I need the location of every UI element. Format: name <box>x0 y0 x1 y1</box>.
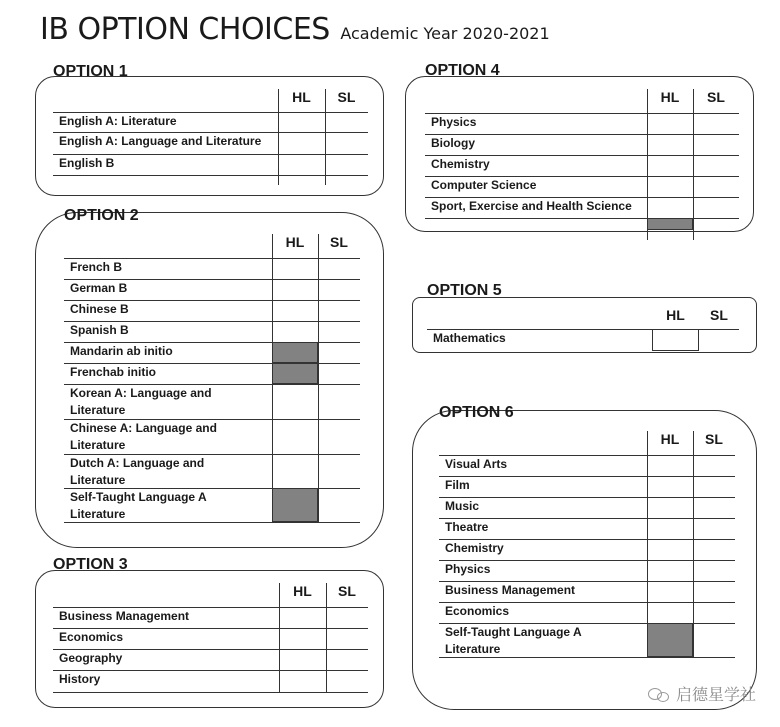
sl-column-header: SL <box>330 234 348 250</box>
hl-checkbox-cell[interactable] <box>278 154 325 175</box>
sl-checkbox-cell[interactable] <box>326 628 368 649</box>
sl-checkbox-cell[interactable] <box>325 154 368 175</box>
subject-label-line: Computer Science <box>431 178 537 192</box>
sl-checkbox-cell[interactable] <box>693 155 739 176</box>
sl-checkbox-cell[interactable] <box>325 132 368 154</box>
row-divider <box>53 175 368 176</box>
column-divider <box>279 583 280 692</box>
subject-label-line: Frenchab initio <box>70 365 157 379</box>
sl-checkbox-cell[interactable] <box>693 197 739 218</box>
subject-label <box>64 420 272 454</box>
subject-label <box>53 133 278 154</box>
subject-label <box>425 135 647 155</box>
hl-unavailable-cell <box>647 623 693 657</box>
subject-label-line: Self-Taught Language A <box>445 625 582 639</box>
subject-label-line: Spanish B <box>70 323 129 337</box>
hl-checkbox-cell[interactable] <box>278 132 325 154</box>
subject-label-line: Business Management <box>59 609 190 623</box>
hl-checkbox-cell[interactable] <box>272 321 318 342</box>
subject-label <box>439 540 647 560</box>
hl-checkbox-cell[interactable] <box>647 455 693 476</box>
subject-label-line: Chinese A: Language and <box>70 421 217 435</box>
subject-label-line: Sport, Exercise and Health Science <box>431 199 632 213</box>
sl-checkbox-cell[interactable] <box>693 560 735 581</box>
sl-checkbox-cell[interactable] <box>693 539 735 560</box>
hl-checkbox-cell[interactable] <box>647 113 693 134</box>
subject-label-line: Literature <box>445 641 501 656</box>
hl-checkbox-cell[interactable] <box>279 607 326 628</box>
subject-label <box>425 114 647 134</box>
subject-label <box>64 280 272 300</box>
subject-label-line: English A: Language and Literature <box>59 134 262 148</box>
page-title-main: IB OPTION CHOICES <box>40 12 330 47</box>
subject-label-line: Dutch A: Language and <box>70 456 205 470</box>
subject-label-line: History <box>59 672 101 686</box>
subject-label-line: Self-Taught Language A <box>70 490 207 504</box>
hl-checkbox-cell[interactable] <box>647 176 693 197</box>
subject-label-line: Chemistry <box>445 541 504 555</box>
option-title: OPTION 2 <box>64 207 139 224</box>
option-title: OPTION 4 <box>425 62 500 79</box>
sl-checkbox-cell[interactable] <box>318 342 360 363</box>
sl-column-header: SL <box>707 89 725 105</box>
sl-checkbox-cell[interactable] <box>318 488 360 522</box>
hl-column-header: HL <box>285 234 305 250</box>
hl-checkbox-cell[interactable] <box>279 628 326 649</box>
hl-checkbox-cell[interactable] <box>647 476 693 497</box>
option-title: OPTION 3 <box>53 556 128 573</box>
hl-checkbox-cell[interactable] <box>652 329 699 351</box>
sl-checkbox-cell[interactable] <box>693 476 735 497</box>
sl-checkbox-cell[interactable] <box>318 258 360 279</box>
subject-label <box>439 519 647 539</box>
hl-unavailable-cell <box>272 488 318 522</box>
subject-label <box>427 330 652 351</box>
option-title: OPTION 5 <box>427 282 502 299</box>
sl-checkbox-cell[interactable] <box>318 384 360 419</box>
sl-checkbox-cell[interactable] <box>326 649 368 670</box>
column-divider <box>272 234 273 522</box>
subject-label <box>64 455 272 488</box>
sl-checkbox-cell[interactable] <box>693 455 735 476</box>
subject-label-line: Economics <box>445 604 510 618</box>
hl-checkbox-cell[interactable] <box>272 419 318 454</box>
subject-label <box>439 582 647 602</box>
subject-label <box>425 198 647 218</box>
row-divider <box>439 657 735 658</box>
option-panel <box>412 404 757 710</box>
hl-checkbox-cell[interactable] <box>272 454 318 488</box>
subject-label-line: Literature <box>70 437 126 452</box>
sl-column-header: SL <box>710 307 728 323</box>
row-divider <box>53 692 368 693</box>
column-divider <box>326 583 327 692</box>
subject-label <box>53 629 279 649</box>
hl-checkbox-cell[interactable] <box>647 602 693 623</box>
sl-checkbox-cell[interactable] <box>693 518 735 539</box>
hl-checkbox-cell[interactable] <box>647 539 693 560</box>
hl-checkbox-cell[interactable] <box>272 384 318 419</box>
column-divider <box>318 234 319 522</box>
hl-checkbox-cell[interactable] <box>647 155 693 176</box>
column-divider <box>647 431 648 657</box>
option-panel <box>405 62 754 232</box>
subject-label <box>53 650 279 670</box>
subject-label <box>439 477 647 497</box>
subject-label-line: English A: Literature <box>59 114 177 128</box>
sl-checkbox-cell[interactable] <box>693 497 735 518</box>
page-subtitle: Academic Year 2020-2021 <box>340 24 550 43</box>
subject-label-line: Visual Arts <box>445 457 508 471</box>
option-panel <box>35 556 384 708</box>
option-panel <box>35 207 384 548</box>
hl-checkbox-cell[interactable] <box>272 300 318 321</box>
subject-label-line: Business Management <box>445 583 576 597</box>
sl-checkbox-cell[interactable] <box>693 176 739 197</box>
hl-checkbox-cell[interactable] <box>647 134 693 155</box>
hl-checkbox-cell[interactable] <box>647 560 693 581</box>
subject-label-line: Economics <box>59 630 124 644</box>
subject-label <box>439 624 647 657</box>
hl-checkbox-cell[interactable] <box>279 670 326 692</box>
sl-column-header: SL <box>337 89 356 105</box>
subject-label <box>64 343 272 363</box>
sl-checkbox-cell[interactable] <box>326 670 368 692</box>
subject-label <box>53 155 278 175</box>
option-title: OPTION 1 <box>53 63 128 80</box>
watermark-text: 启德星学社 <box>675 687 756 704</box>
wechat-icon <box>648 686 670 702</box>
watermark <box>648 682 756 705</box>
subject-label-line: Geography <box>59 651 123 665</box>
hl-column-header: HL <box>292 89 311 105</box>
subject-label-line: Physics <box>431 115 477 129</box>
subject-label-line: French B <box>70 260 123 274</box>
hl-checkbox-cell[interactable] <box>647 497 693 518</box>
subject-label <box>53 671 279 692</box>
subject-label <box>439 603 647 623</box>
sl-checkbox-cell[interactable] <box>699 329 739 351</box>
subject-label-line: Literature <box>70 506 126 521</box>
subject-label-line: Theatre <box>445 520 489 534</box>
subject-label <box>64 364 272 384</box>
hl-unavailable-cell <box>272 363 318 384</box>
hl-checkbox-cell[interactable] <box>278 112 325 132</box>
subject-label-line: Film <box>445 478 470 492</box>
sl-checkbox-cell[interactable] <box>318 454 360 488</box>
subject-label <box>425 177 647 197</box>
page-title <box>40 12 550 47</box>
subject-label-line: Mandarin ab initio <box>70 344 173 358</box>
sl-column-header: SL <box>338 583 356 599</box>
hl-column-header: HL <box>666 307 685 323</box>
hl-unavailable-cell <box>647 218 693 230</box>
sl-checkbox-cell[interactable] <box>693 134 739 155</box>
subject-label <box>425 156 647 176</box>
hl-column-header: HL <box>293 583 312 599</box>
subject-label <box>439 456 647 476</box>
hl-checkbox-cell[interactable] <box>272 279 318 300</box>
sl-checkbox-cell[interactable] <box>318 279 360 300</box>
subject-label <box>439 498 647 518</box>
subject-label <box>64 259 272 279</box>
subject-label-line: Literature <box>70 472 126 487</box>
subject-label-line: Music <box>445 499 480 513</box>
hl-checkbox-cell[interactable] <box>279 649 326 670</box>
column-divider <box>278 89 279 185</box>
sl-checkbox-cell[interactable] <box>318 363 360 384</box>
subject-label-line: Physics <box>445 562 491 576</box>
subject-label-line: English B <box>59 156 115 170</box>
subject-label-line: German B <box>70 281 128 295</box>
sl-checkbox-cell[interactable] <box>693 602 735 623</box>
sl-column-header: SL <box>705 431 723 447</box>
sl-checkbox-cell[interactable] <box>318 300 360 321</box>
subject-label-line: Chemistry <box>431 157 490 171</box>
option-panel <box>412 282 757 353</box>
hl-checkbox-cell[interactable] <box>272 258 318 279</box>
sl-checkbox-cell[interactable] <box>318 419 360 454</box>
hl-checkbox-cell[interactable] <box>647 518 693 539</box>
subject-label-line: Mathematics <box>433 331 506 345</box>
subject-label <box>64 385 272 419</box>
hl-column-header: HL <box>660 89 680 105</box>
hl-checkbox-cell[interactable] <box>647 581 693 602</box>
subject-label-line: Korean A: Language and <box>70 386 212 400</box>
row-divider <box>64 522 360 523</box>
option-title: OPTION 6 <box>439 404 514 421</box>
sl-checkbox-cell[interactable] <box>693 623 735 657</box>
subject-label-line: Literature <box>70 402 126 417</box>
subject-label <box>64 322 272 342</box>
subject-label <box>64 301 272 321</box>
subject-label <box>53 608 279 628</box>
hl-checkbox-cell[interactable] <box>647 197 693 218</box>
sl-checkbox-cell[interactable] <box>326 607 368 628</box>
subject-label-line: Biology <box>431 136 475 150</box>
sl-checkbox-cell[interactable] <box>693 113 739 134</box>
subject-label <box>439 561 647 581</box>
option-panel <box>35 63 384 196</box>
column-divider <box>325 89 326 185</box>
column-divider <box>693 431 694 657</box>
sl-checkbox-cell[interactable] <box>325 112 368 132</box>
sl-checkbox-cell[interactable] <box>693 581 735 602</box>
column-divider <box>647 89 648 240</box>
sl-checkbox-cell[interactable] <box>318 321 360 342</box>
hl-column-header: HL <box>660 431 680 447</box>
subject-label <box>53 113 278 132</box>
hl-unavailable-cell <box>272 342 318 363</box>
subject-label <box>64 489 272 522</box>
column-divider <box>693 89 694 240</box>
subject-label-line: Chinese B <box>70 302 129 316</box>
